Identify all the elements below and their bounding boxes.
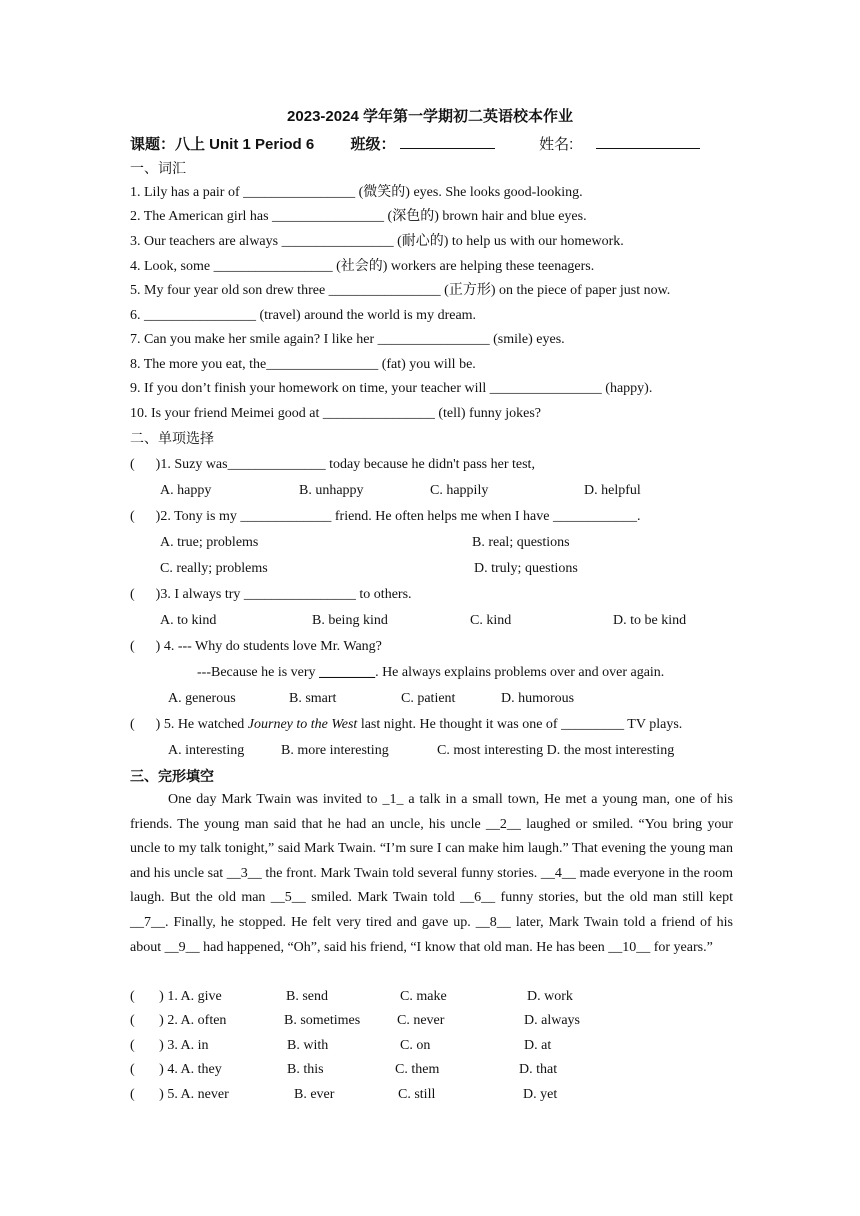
mc-q5-stem-pre: ( ) 5. He watched xyxy=(130,717,248,732)
vocab-item-6: 6. ________________ (travel) around the world is my dream. xyxy=(130,308,477,323)
vocab-item-5: 5. My four year old son drew three ________________ (正方形) on the piece of paper just now. xyxy=(130,283,671,298)
class-blank xyxy=(400,134,495,149)
name-label: 姓名: xyxy=(539,136,574,153)
section3-heading: 三、完形填空 xyxy=(130,769,214,785)
vocab-item-7: 7. Can you make her smile again? I like her ________________ (smile) eyes. xyxy=(130,332,565,347)
mc-q2-option-c: C. really; problems xyxy=(160,561,268,576)
cloze-q2-stem: ( ) 2. A. often xyxy=(130,1013,227,1028)
mc-q3-option-d: D. to be kind xyxy=(613,613,687,628)
mc-q1-option-c: C. happily xyxy=(430,483,489,498)
cloze-q4-option-d: D. that xyxy=(519,1062,558,1077)
section2-heading: 二、单项选择 xyxy=(130,431,214,447)
mc-q1-option-a: A. happy xyxy=(160,483,212,498)
cloze-q2-option-c: C. never xyxy=(397,1013,445,1028)
cloze-q4-option-b: B. this xyxy=(287,1062,324,1077)
mc-q5-option-b: B. more interesting xyxy=(281,743,389,758)
cloze-passage: One day Mark Twain was invited to _1_ a talk in a small town, He met a young man, one of his friends. The young man said that he had an uncle, his uncle __2__ laughed or smiled. “You bring your uncle to my talk tonight,” said Mark Twain. “I’m sure I can make him laugh.” That evening the young man and his uncle sat __3__ the front. Mark Twain told several funny stories. __4__ made everyone in the room laugh. But the old man __5__ smiled. Mark Twain told __6__ funny stories, but the old man still kept __7__. Finally, he stopped. He felt very tired and gave up. __8__ later, Mark Twain told a friend of his about __9__ had happened, “Oh”, said his friend, “I know that old man. He has been __10__ for years.” xyxy=(130,792,733,955)
mc-q5-option-a: A. interesting xyxy=(168,743,245,758)
mc-q4-option-c: C. patient xyxy=(401,691,456,706)
vocab-item-1: 1. Lily has a pair of ________________ (微笑的) eyes. She looks good-looking. xyxy=(130,185,583,200)
cloze-q5-option-c: C. still xyxy=(398,1087,436,1102)
mc-q1-option-d: D. helpful xyxy=(584,483,641,498)
mc-q2-option-b: B. real; questions xyxy=(472,535,570,550)
mc-q3-option-a: A. to kind xyxy=(160,613,217,628)
mc-q4-option-a: A. generous xyxy=(168,691,236,706)
cloze-q3-option-c: C. on xyxy=(400,1038,431,1053)
cloze-q3-option-d: D. at xyxy=(524,1038,552,1053)
vocab-item-4: 4. Look, some _________________ (社会的) workers are helping these teenagers. xyxy=(130,259,595,274)
mc-q3-option-b: B. being kind xyxy=(312,613,388,628)
cloze-q1-option-b: B. send xyxy=(286,989,328,1004)
topic-label: 课题：八上 Unit 1 Period 6 xyxy=(130,136,315,153)
vocab-item-2: 2. The American girl has ________________ (深色的) brown hair and blue eyes. xyxy=(130,209,587,224)
cloze-q3-stem: ( ) 3. A. in xyxy=(130,1038,209,1053)
vocab-item-10: 10. Is your friend Meimei good at ________________ (tell) funny jokes? xyxy=(130,406,541,421)
cloze-q4-stem: ( ) 4. A. they xyxy=(130,1062,222,1077)
mc-q4-stem-line2 xyxy=(197,664,664,682)
mc-q2-stem: ( )2. Tony is my _____________ friend. He often helps me when I have ____________. xyxy=(130,509,641,524)
cloze-q1-option-d: D. work xyxy=(527,989,573,1004)
cloze-q5-stem: ( ) 5. A. never xyxy=(130,1087,229,1102)
mc-q1-option-b: B. unhappy xyxy=(299,483,364,498)
vocab-item-3: 3. Our teachers are always ________________ (耐心的) to help us with our homework. xyxy=(130,234,624,249)
cloze-q1-stem: ( ) 1. A. give xyxy=(130,989,222,1004)
mc-q5-stem-post: last night. He thought it was one of _________ TV plays. xyxy=(357,717,683,732)
cloze-q2-option-b: B. sometimes xyxy=(284,1013,361,1028)
name-blank xyxy=(596,134,700,149)
mc-q3-option-c: C. kind xyxy=(470,613,512,628)
cloze-q5-option-b: B. ever xyxy=(294,1087,335,1102)
mc-q5-option-c: C. most interesting D. the most interesting xyxy=(437,743,675,758)
cloze-q2-option-d: D. always xyxy=(524,1013,580,1028)
header-row xyxy=(130,133,700,154)
mc-q2-option-a: A. true; problems xyxy=(160,535,259,550)
mc-q4-stem2-post: . He always explains problems over and over again. xyxy=(375,665,665,680)
mc-q4-option-b: B. smart xyxy=(289,691,337,706)
cloze-q5-option-d: D. yet xyxy=(523,1087,558,1102)
vocab-item-8: 8. The more you eat, the________________ (fat) you will be. xyxy=(130,357,476,372)
mc-q3-stem: ( )3. I always try ________________ to others. xyxy=(130,587,412,602)
cloze-q1-option-c: C. make xyxy=(400,989,447,1004)
mc-q4-stem: ( ) 4. --- Why do students love Mr. Wang? xyxy=(130,639,382,654)
mc-q4-stem2-blank: ________ xyxy=(319,665,376,680)
mc-q5-stem-italic: Journey to the West xyxy=(247,717,358,732)
section1-heading: 一、词汇 xyxy=(130,161,186,177)
mc-q4-stem2-pre: ---Because he is very xyxy=(197,665,320,680)
cloze-q4-option-c: C. them xyxy=(395,1062,440,1077)
mc-q4-option-d: D. humorous xyxy=(501,691,575,706)
vocab-item-9: 9. If you don’t finish your homework on time, your teacher will ________________ (happy). xyxy=(130,381,653,396)
class-label: 班级： xyxy=(350,136,396,153)
mc-q5-stem xyxy=(130,716,682,734)
cloze-q3-option-b: B. with xyxy=(287,1038,329,1053)
mc-q2-option-d: D. truly; questions xyxy=(474,561,578,576)
mc-q1-stem: ( )1. Suzy was______________ today because he didn't pass her test, xyxy=(130,457,535,472)
page-title: 2023-2024 学年第一学期初二英语校本作业 xyxy=(287,108,573,125)
